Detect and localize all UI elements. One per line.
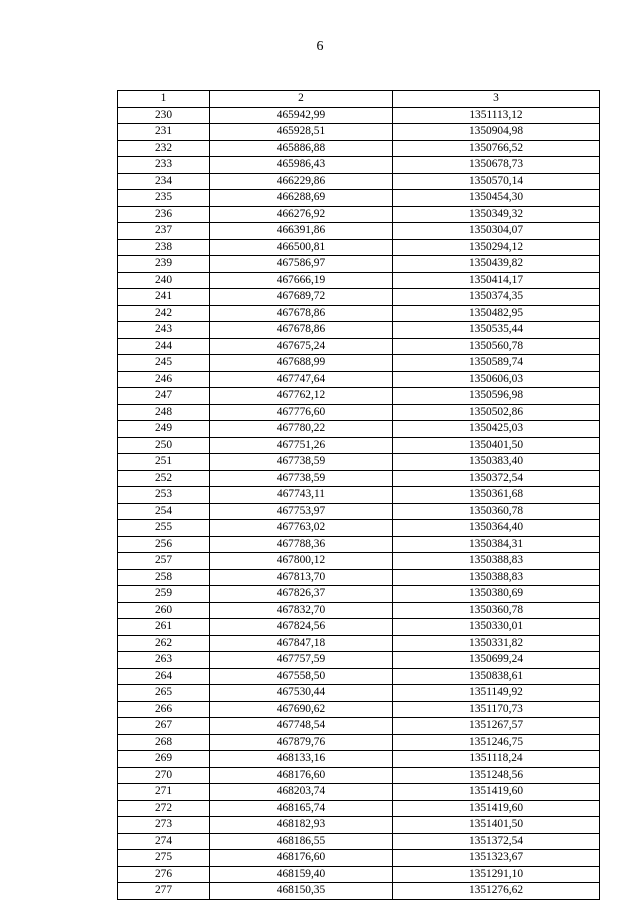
table-cell: 270 bbox=[118, 767, 210, 784]
table-cell: 1350535,44 bbox=[393, 322, 600, 339]
table-cell: 275 bbox=[118, 850, 210, 867]
table-row bbox=[118, 190, 600, 207]
table-cell: 467757,59 bbox=[210, 652, 393, 669]
table-cell: 1350904,98 bbox=[393, 124, 600, 141]
table-cell: 467743,11 bbox=[210, 487, 393, 504]
table-row bbox=[118, 668, 600, 685]
table-row bbox=[118, 850, 600, 867]
table-row bbox=[118, 272, 600, 289]
table-cell: 265 bbox=[118, 685, 210, 702]
table-cell: 465986,43 bbox=[210, 157, 393, 174]
table-row bbox=[118, 866, 600, 883]
table-row bbox=[118, 833, 600, 850]
table-cell: 1350699,24 bbox=[393, 652, 600, 669]
table-cell: 1350360,78 bbox=[393, 503, 600, 520]
table-cell: 247 bbox=[118, 388, 210, 405]
table-row bbox=[118, 437, 600, 454]
table-row bbox=[118, 124, 600, 141]
table-cell: 465886,88 bbox=[210, 140, 393, 157]
table-row bbox=[118, 619, 600, 636]
table-cell: 271 bbox=[118, 784, 210, 801]
table-row bbox=[118, 239, 600, 256]
table-cell: 1351372,54 bbox=[393, 833, 600, 850]
table-cell: 1350384,31 bbox=[393, 536, 600, 553]
table-cell: 467558,50 bbox=[210, 668, 393, 685]
table-body bbox=[118, 107, 600, 899]
table-cell: 231 bbox=[118, 124, 210, 141]
table-row bbox=[118, 602, 600, 619]
table-cell: 277 bbox=[118, 883, 210, 900]
table-row bbox=[118, 685, 600, 702]
table-cell: 1350361,68 bbox=[393, 487, 600, 504]
table-cell: 245 bbox=[118, 355, 210, 372]
table-cell: 274 bbox=[118, 833, 210, 850]
table-row bbox=[118, 470, 600, 487]
table-cell: 1351276,62 bbox=[393, 883, 600, 900]
table-cell: 236 bbox=[118, 206, 210, 223]
table-cell: 250 bbox=[118, 437, 210, 454]
table-cell: 1350838,61 bbox=[393, 668, 600, 685]
table-cell: 467738,59 bbox=[210, 454, 393, 471]
table-cell: 467678,86 bbox=[210, 322, 393, 339]
table-row bbox=[118, 338, 600, 355]
table-row bbox=[118, 223, 600, 240]
table-cell: 1351419,60 bbox=[393, 800, 600, 817]
table-cell: 263 bbox=[118, 652, 210, 669]
table-cell: 1350454,30 bbox=[393, 190, 600, 207]
table-row bbox=[118, 322, 600, 339]
table-cell: 276 bbox=[118, 866, 210, 883]
table-cell: 264 bbox=[118, 668, 210, 685]
table-cell: 468159,40 bbox=[210, 866, 393, 883]
table-cell: 1351248,56 bbox=[393, 767, 600, 784]
table-row bbox=[118, 553, 600, 570]
table-cell: 261 bbox=[118, 619, 210, 636]
table-row bbox=[118, 817, 600, 834]
table-cell: 257 bbox=[118, 553, 210, 570]
table-cell: 467879,76 bbox=[210, 734, 393, 751]
table-row bbox=[118, 388, 600, 405]
table-cell: 467678,86 bbox=[210, 305, 393, 322]
table-row bbox=[118, 800, 600, 817]
table-cell: 251 bbox=[118, 454, 210, 471]
table-cell: 1351419,60 bbox=[393, 784, 600, 801]
table-cell: 242 bbox=[118, 305, 210, 322]
table-row bbox=[118, 586, 600, 603]
table-cell: 239 bbox=[118, 256, 210, 273]
table-cell: 467738,59 bbox=[210, 470, 393, 487]
table-cell: 1350589,74 bbox=[393, 355, 600, 372]
table-cell: 260 bbox=[118, 602, 210, 619]
table-cell: 1350331,82 bbox=[393, 635, 600, 652]
table-cell: 1351401,50 bbox=[393, 817, 600, 834]
table-row bbox=[118, 751, 600, 768]
table-cell: 467824,56 bbox=[210, 619, 393, 636]
table-cell: 1350606,03 bbox=[393, 371, 600, 388]
table-row bbox=[118, 404, 600, 421]
table-cell: 262 bbox=[118, 635, 210, 652]
table-cell: 468133,16 bbox=[210, 751, 393, 768]
column-header: 1 bbox=[118, 91, 210, 108]
table-cell: 1351113,12 bbox=[393, 107, 600, 124]
table-cell: 1350388,83 bbox=[393, 553, 600, 570]
table-row bbox=[118, 503, 600, 520]
table-row bbox=[118, 520, 600, 537]
table-cell: 467813,70 bbox=[210, 569, 393, 586]
table-cell: 1350482,95 bbox=[393, 305, 600, 322]
table-row bbox=[118, 355, 600, 372]
table-cell: 249 bbox=[118, 421, 210, 438]
table-cell: 467530,44 bbox=[210, 685, 393, 702]
table-cell: 252 bbox=[118, 470, 210, 487]
table-row bbox=[118, 734, 600, 751]
table-cell: 1350374,35 bbox=[393, 289, 600, 306]
table-cell: 1350383,40 bbox=[393, 454, 600, 471]
table-cell: 467747,64 bbox=[210, 371, 393, 388]
table-cell: 1350570,14 bbox=[393, 173, 600, 190]
table-cell: 1350360,78 bbox=[393, 602, 600, 619]
table-cell: 259 bbox=[118, 586, 210, 603]
table-cell: 248 bbox=[118, 404, 210, 421]
table-cell: 467763,02 bbox=[210, 520, 393, 537]
table-row bbox=[118, 718, 600, 735]
table-cell: 1351149,92 bbox=[393, 685, 600, 702]
table-cell: 1350349,32 bbox=[393, 206, 600, 223]
table-row bbox=[118, 289, 600, 306]
table-row bbox=[118, 421, 600, 438]
table-cell: 467800,12 bbox=[210, 553, 393, 570]
table-header-row bbox=[118, 91, 600, 108]
table-cell: 268 bbox=[118, 734, 210, 751]
table-row bbox=[118, 635, 600, 652]
table-cell: 1350294,12 bbox=[393, 239, 600, 256]
table-row bbox=[118, 701, 600, 718]
table-cell: 467688,99 bbox=[210, 355, 393, 372]
table-cell: 467690,62 bbox=[210, 701, 393, 718]
column-header: 3 bbox=[393, 91, 600, 108]
table-cell: 1350439,82 bbox=[393, 256, 600, 273]
table-cell: 246 bbox=[118, 371, 210, 388]
table-row bbox=[118, 107, 600, 124]
table-cell: 467780,22 bbox=[210, 421, 393, 438]
table-cell: 466391,86 bbox=[210, 223, 393, 240]
table-cell: 468165,74 bbox=[210, 800, 393, 817]
table-cell: 232 bbox=[118, 140, 210, 157]
table-cell: 1351170,73 bbox=[393, 701, 600, 718]
table-cell: 468182,93 bbox=[210, 817, 393, 834]
table-cell: 1350388,83 bbox=[393, 569, 600, 586]
table-cell: 468186,55 bbox=[210, 833, 393, 850]
table-cell: 467748,54 bbox=[210, 718, 393, 735]
table-row bbox=[118, 767, 600, 784]
table-cell: 466229,86 bbox=[210, 173, 393, 190]
table-cell: 266 bbox=[118, 701, 210, 718]
table-cell: 1351246,75 bbox=[393, 734, 600, 751]
table-cell: 1350425,03 bbox=[393, 421, 600, 438]
table-cell: 253 bbox=[118, 487, 210, 504]
table-row bbox=[118, 305, 600, 322]
table-cell: 467762,12 bbox=[210, 388, 393, 405]
table-cell: 255 bbox=[118, 520, 210, 537]
table-cell: 1350380,69 bbox=[393, 586, 600, 603]
table-cell: 1351323,67 bbox=[393, 850, 600, 867]
table-row bbox=[118, 454, 600, 471]
table-cell: 243 bbox=[118, 322, 210, 339]
table-cell: 1350372,54 bbox=[393, 470, 600, 487]
table-cell: 465928,51 bbox=[210, 124, 393, 141]
table-cell: 233 bbox=[118, 157, 210, 174]
table-cell: 467788,36 bbox=[210, 536, 393, 553]
table-cell: 1350401,50 bbox=[393, 437, 600, 454]
column-header: 2 bbox=[210, 91, 393, 108]
table-cell: 467847,18 bbox=[210, 635, 393, 652]
table-cell: 1350678,73 bbox=[393, 157, 600, 174]
table-cell: 466288,69 bbox=[210, 190, 393, 207]
table-cell: 1350414,17 bbox=[393, 272, 600, 289]
table-cell: 1351118,24 bbox=[393, 751, 600, 768]
table-cell: 467826,37 bbox=[210, 586, 393, 603]
table-cell: 467751,26 bbox=[210, 437, 393, 454]
table-row bbox=[118, 652, 600, 669]
table-row bbox=[118, 883, 600, 900]
table-cell: 466276,92 bbox=[210, 206, 393, 223]
table-cell: 467586,97 bbox=[210, 256, 393, 273]
table-cell: 1351291,10 bbox=[393, 866, 600, 883]
table-cell: 1350364,40 bbox=[393, 520, 600, 537]
table-cell: 269 bbox=[118, 751, 210, 768]
table-cell: 1350560,78 bbox=[393, 338, 600, 355]
table-row bbox=[118, 487, 600, 504]
table-row bbox=[118, 256, 600, 273]
table-row bbox=[118, 569, 600, 586]
table-cell: 467689,72 bbox=[210, 289, 393, 306]
table-cell: 468176,60 bbox=[210, 767, 393, 784]
table-cell: 467666,19 bbox=[210, 272, 393, 289]
table-cell: 468203,74 bbox=[210, 784, 393, 801]
table-cell: 1350766,52 bbox=[393, 140, 600, 157]
table-cell: 465942,99 bbox=[210, 107, 393, 124]
table-cell: 240 bbox=[118, 272, 210, 289]
table-cell: 467776,60 bbox=[210, 404, 393, 421]
table-cell: 467753,97 bbox=[210, 503, 393, 520]
table-cell: 241 bbox=[118, 289, 210, 306]
table-row bbox=[118, 371, 600, 388]
table-cell: 238 bbox=[118, 239, 210, 256]
table-row bbox=[118, 157, 600, 174]
table-cell: 234 bbox=[118, 173, 210, 190]
table-cell: 244 bbox=[118, 338, 210, 355]
table-cell: 267 bbox=[118, 718, 210, 735]
table-cell: 258 bbox=[118, 569, 210, 586]
table-cell: 468150,35 bbox=[210, 883, 393, 900]
table-cell: 1350596,98 bbox=[393, 388, 600, 405]
table-row bbox=[118, 206, 600, 223]
coordinates-table bbox=[117, 90, 600, 900]
table-cell: 468176,60 bbox=[210, 850, 393, 867]
table-cell: 256 bbox=[118, 536, 210, 553]
table-cell: 272 bbox=[118, 800, 210, 817]
table-cell: 467832,70 bbox=[210, 602, 393, 619]
table-cell: 1351267,57 bbox=[393, 718, 600, 735]
table-cell: 1350304,07 bbox=[393, 223, 600, 240]
table-cell: 273 bbox=[118, 817, 210, 834]
table-cell: 467675,24 bbox=[210, 338, 393, 355]
table-row bbox=[118, 173, 600, 190]
table-cell: 237 bbox=[118, 223, 210, 240]
table-cell: 466500,81 bbox=[210, 239, 393, 256]
table-row bbox=[118, 140, 600, 157]
table-cell: 254 bbox=[118, 503, 210, 520]
page-number: 6 bbox=[316, 39, 324, 54]
table-cell: 1350330,01 bbox=[393, 619, 600, 636]
table-cell: 1350502,86 bbox=[393, 404, 600, 421]
table-cell: 235 bbox=[118, 190, 210, 207]
table-row bbox=[118, 536, 600, 553]
table-cell: 230 bbox=[118, 107, 210, 124]
table-row bbox=[118, 784, 600, 801]
